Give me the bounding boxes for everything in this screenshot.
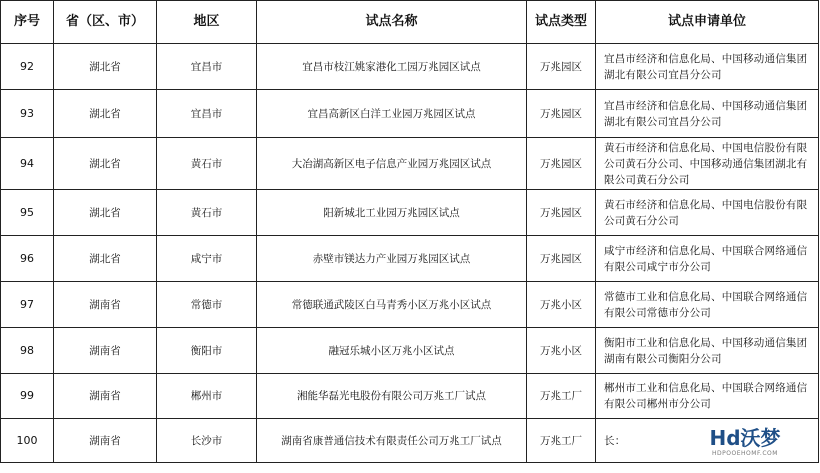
cell-province: 湖北省	[54, 90, 157, 138]
cell-no: 96	[1, 236, 54, 282]
cell-province: 湖北省	[54, 236, 157, 282]
cell-region: 宜昌市	[157, 90, 257, 138]
table-row	[1, 44, 819, 90]
cell-unit: 衡阳市工业和信息化局、中国移动通信集团湖南有限公司衡阳分公司	[596, 328, 819, 374]
cell-province: 湖南省	[54, 328, 157, 374]
table-row	[1, 138, 819, 190]
cell-region: 郴州市	[157, 374, 257, 419]
cell-province: 湖北省	[54, 138, 157, 190]
cell-region: 黄石市	[157, 190, 257, 236]
cell-type: 万兆园区	[527, 90, 596, 138]
cell-unit: 宜昌市经济和信息化局、中国移动通信集团湖北有限公司宜昌分公司	[596, 90, 819, 138]
cell-no: 92	[1, 44, 54, 90]
header-region: 地区	[157, 1, 257, 44]
table-row	[1, 190, 819, 236]
cell-name: 融冠乐城小区万兆小区试点	[257, 328, 527, 374]
cell-no: 99	[1, 374, 54, 419]
cell-no: 100	[1, 419, 54, 463]
cell-unit: 宜昌市经济和信息化局、中国移动通信集团湖北有限公司宜昌分公司	[596, 44, 819, 90]
cell-province: 湖南省	[54, 282, 157, 328]
table-row	[1, 282, 819, 328]
cell-type: 万兆工厂	[527, 374, 596, 419]
header-province: 省（区、市）	[54, 1, 157, 44]
cell-province: 湖北省	[54, 190, 157, 236]
cell-no: 93	[1, 90, 54, 138]
cell-type: 万兆园区	[527, 236, 596, 282]
cell-province: 湖南省	[54, 374, 157, 419]
cell-region: 宜昌市	[157, 44, 257, 90]
cell-no: 97	[1, 282, 54, 328]
header-no: 序号	[1, 1, 54, 44]
cell-name: 阳新城北工业园万兆园区试点	[257, 190, 527, 236]
cell-province: 湖北省	[54, 44, 157, 90]
cell-name: 湘能华磊光电股份有限公司万兆工厂试点	[257, 374, 527, 419]
cell-type: 万兆小区	[527, 328, 596, 374]
cell-unit: 黄石市经济和信息化局、中国电信股份有限公司黄石分公司	[596, 190, 819, 236]
cell-name: 大冶湖高新区电子信息产业园万兆园区试点	[257, 138, 527, 190]
site-watermark	[690, 426, 800, 470]
cell-name: 湖南省康普通信技术有限责任公司万兆工厂试点	[257, 419, 527, 463]
table-row	[1, 90, 819, 138]
header-name: 试点名称	[257, 1, 527, 44]
cell-unit: 郴州市工业和信息化局、中国联合网络通信有限公司郴州市分公司	[596, 374, 819, 419]
cell-unit: 咸宁市经济和信息化局、中国联合网络通信有限公司咸宁市分公司	[596, 236, 819, 282]
cell-no: 94	[1, 138, 54, 190]
header-type: 试点类型	[527, 1, 596, 44]
cell-province: 湖南省	[54, 419, 157, 463]
cell-type: 万兆园区	[527, 44, 596, 90]
cell-region: 衡阳市	[157, 328, 257, 374]
cell-region: 黄石市	[157, 138, 257, 190]
cell-region: 长沙市	[157, 419, 257, 463]
cell-region: 咸宁市	[157, 236, 257, 282]
cell-region: 常德市	[157, 282, 257, 328]
cell-type: 万兆工厂	[527, 419, 596, 463]
header-unit: 试点申请单位	[596, 1, 819, 44]
cell-name: 常德联通武陵区白马青秀小区万兆小区试点	[257, 282, 527, 328]
cell-no: 98	[1, 328, 54, 374]
cell-unit: 黄石市经济和信息化局、中国电信股份有限公司黄石分公司、中国移动通信集团湖北有限公司黄石分公司	[596, 138, 819, 190]
cell-unit: 长：	[596, 419, 819, 463]
cell-type: 万兆园区	[527, 138, 596, 190]
cell-type: 万兆小区	[527, 282, 596, 328]
table-header-row	[1, 1, 819, 44]
cell-name: 赤壁市镁达力产业园万兆园区试点	[257, 236, 527, 282]
cell-name: 宜昌市枝江姚家港化工园万兆园区试点	[257, 44, 527, 90]
cell-no: 95	[1, 190, 54, 236]
cell-type: 万兆园区	[527, 190, 596, 236]
table-row	[1, 374, 819, 419]
watermark-url: HDPOOEHOMF.COM	[712, 450, 778, 457]
table-row	[1, 328, 819, 374]
cell-name: 宜昌高新区白洋工业园万兆园区试点	[257, 90, 527, 138]
table-row	[1, 236, 819, 282]
cell-unit: 常德市工业和信息化局、中国联合网络通信有限公司常德市分公司	[596, 282, 819, 328]
watermark-logo-text: Hd沃梦	[709, 426, 781, 450]
